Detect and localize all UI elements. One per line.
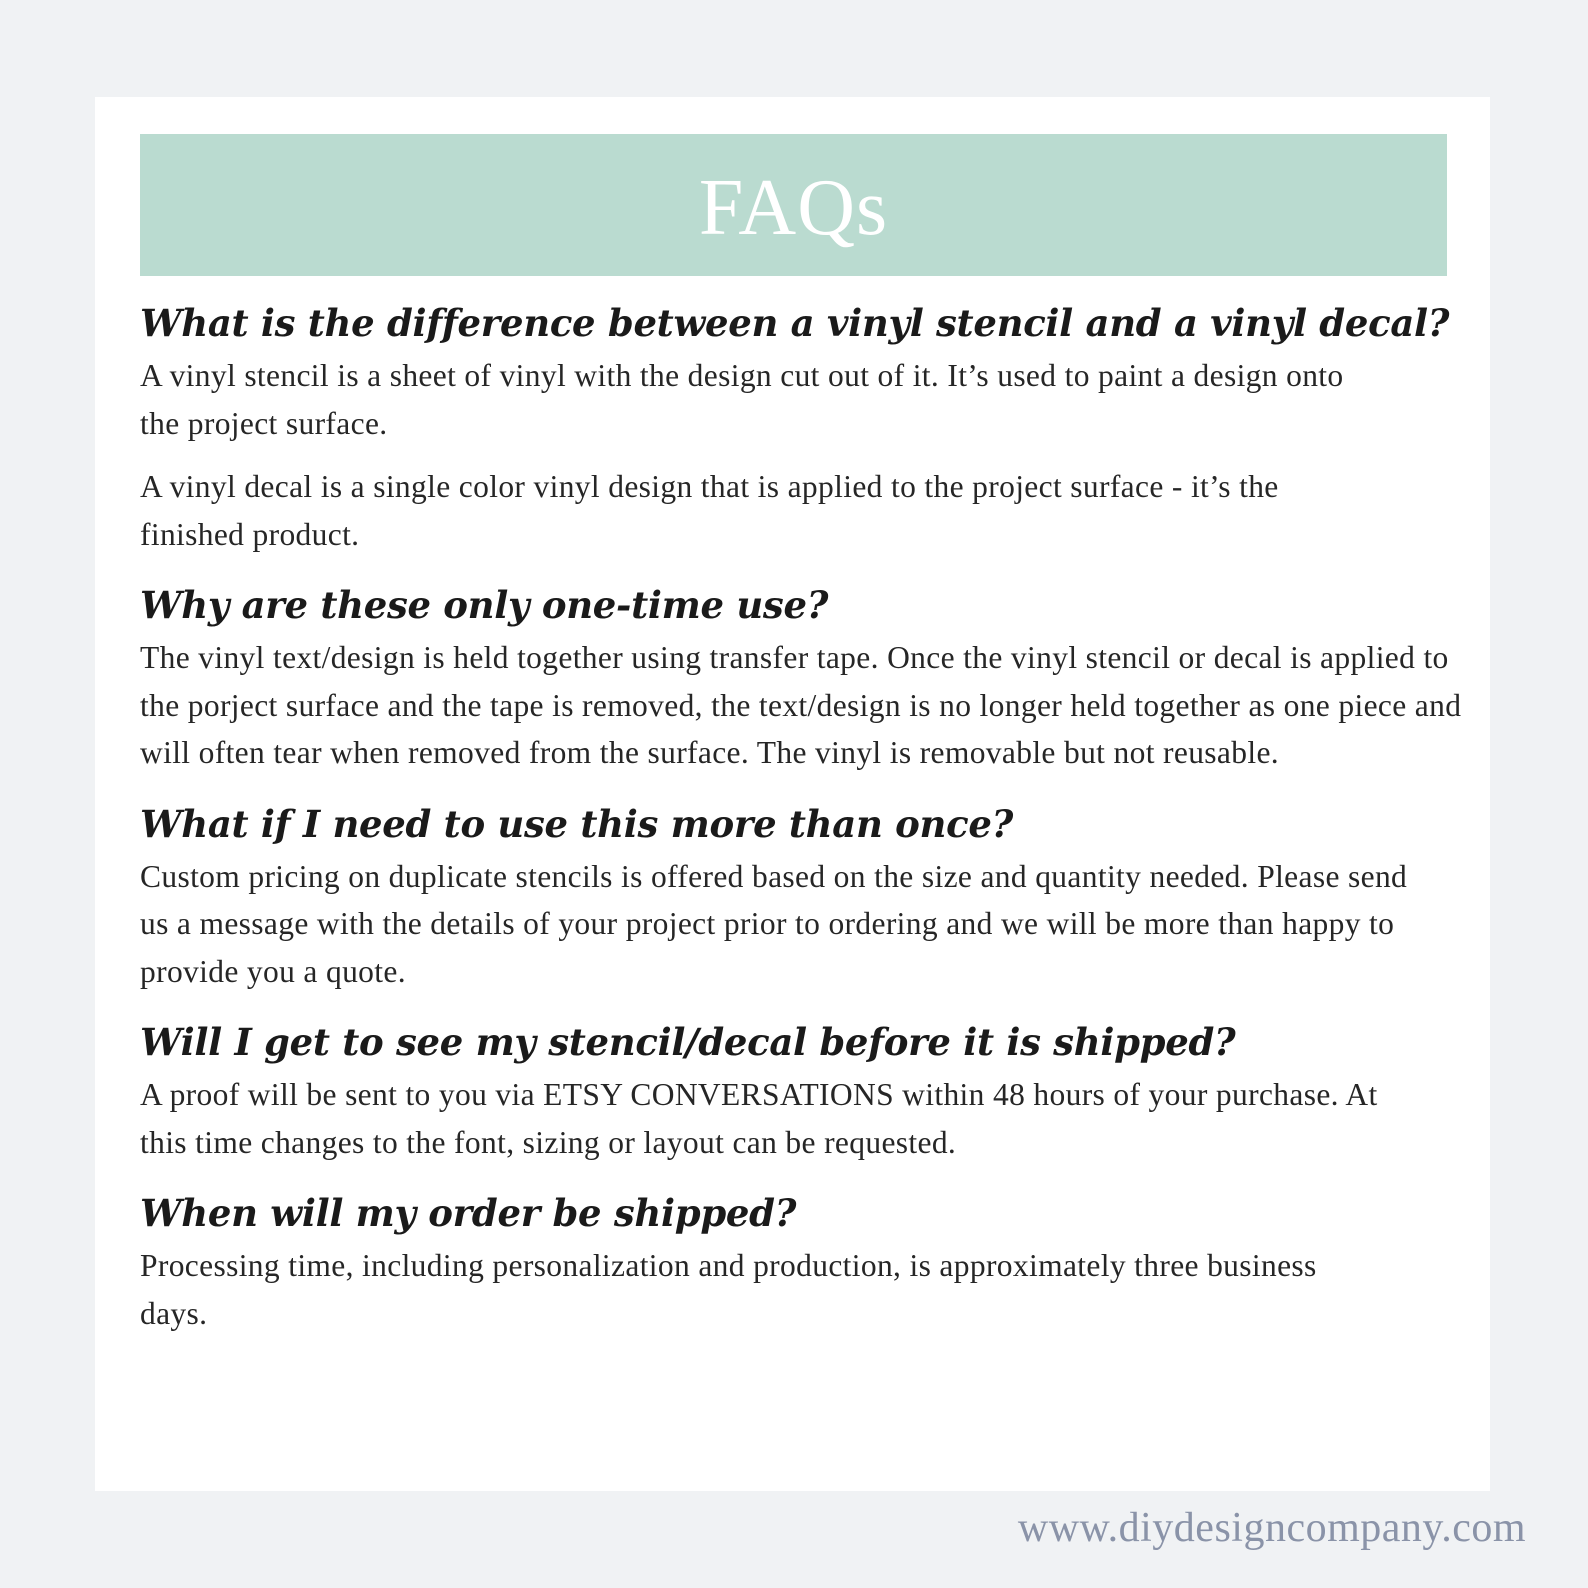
faq-item-difference	[140, 300, 1470, 558]
faq-answer: A vinyl stencil is a sheet of vinyl with the design cut out of it. It’s used to paint a design onto the project surface.	[140, 358, 1344, 441]
faq-answer: Processing time, including personalization and production, is approximately three business days.	[140, 1248, 1317, 1331]
faq-answer: Custom pricing on duplicate stencils is offered based on the size and quantity needed. Please send us a message with the details of your project prior to ordering and we will be more than happy to provide you a quote.	[140, 858, 1408, 989]
faq-banner	[140, 134, 1447, 276]
faq-question: What is the difference between a vinyl stencil and a vinyl decal?	[140, 301, 1450, 345]
faq-question: Why are these only one-time use?	[140, 583, 829, 627]
faq-list	[140, 300, 1470, 1337]
faq-question: Will I get to see my stencil/decal before it is shipped?	[140, 1020, 1236, 1064]
faq-item-shipping	[140, 1190, 1470, 1337]
faq-question: When will my order be shipped?	[140, 1191, 797, 1235]
banner-title: FAQs	[698, 164, 889, 252]
faq-item-proof	[140, 1019, 1470, 1166]
footer-url: www.diydesigncompany.com	[1017, 1505, 1526, 1551]
faq-card	[95, 97, 1490, 1491]
faq-item-one-time-use	[140, 582, 1470, 777]
faq-answer: The vinyl text/design is held together using transfer tape. Once the vinyl stencil or decal is applied to the porject surface and the tape is removed, the text/design is no longer held together as one piece and will often tear when removed from the surface. The vinyl is removable but not reusable.	[140, 640, 1462, 770]
faq-item-use-more-than-once	[140, 801, 1470, 996]
faq-answer: A proof will be sent to you via ETSY CONVERSATIONS within 48 hours of your purchase. At this time changes to the font, sizing or layout can be requested.	[140, 1077, 1378, 1160]
faq-answer: A vinyl decal is a single color vinyl design that is applied to the project surface - it’s the finished product.	[140, 469, 1279, 552]
faq-question: What if I need to use this more than once?	[140, 801, 1013, 846]
